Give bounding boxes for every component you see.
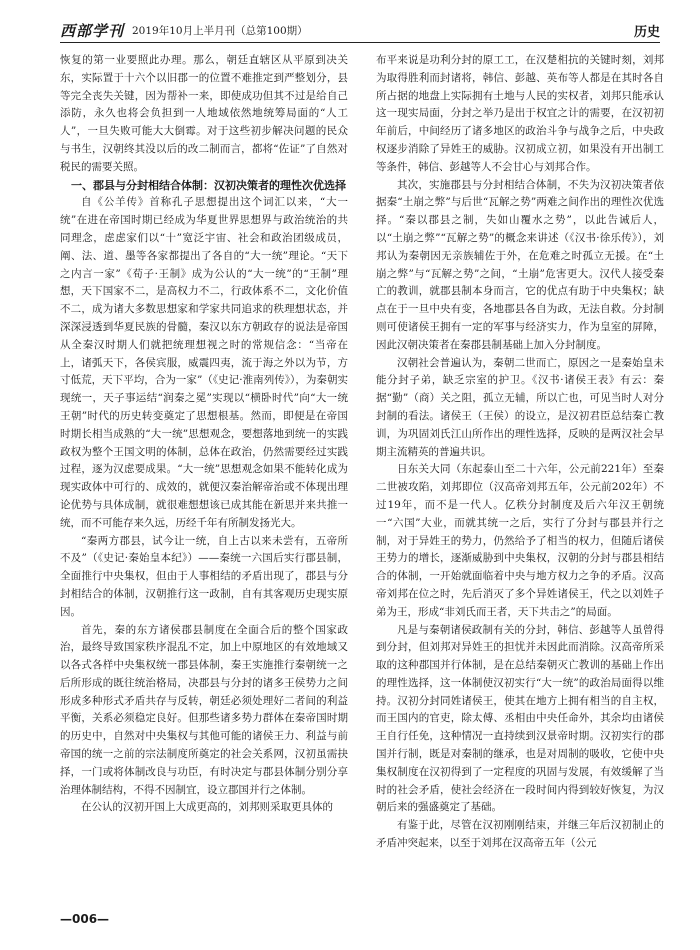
- left-column: [60, 52, 348, 902]
- paragraph-continued: 布平来说是功利分封的原工工，在汉楚相抗的关键时刻，刘邦为取得胜利而封诸将，韩信、彭越、英布等人都是在其时各自所占据的地盘上实际拥有土地与人民的实权者，刘邦只能承认这一现实局面，分封之举乃是出于权宜之计的需要，在汉初初年前后，中间经历了诸多地区的政治斗争与战争之后，中央政权逐步消除了异姓王的威胁。汉初成立初，如果没有开出制工等条件，韩信、彭越等人不会甘心与刘邦合作。: [376, 54, 664, 173]
- paragraph: 自《公羊传》首称孔子思想提出这个词汇以来，“大一统”在进在帝国时期已经成为华夏世界思想界与政治统治的共同理念，虑虑家们以“十”宽泛宇宙、社会和政治团级成员，阐、法、道、墨等各家都提出了各自的“大一统”理论。“天下之内言一家”《荀子·王制》成为公认的“大一统”的“王制”理想，天下国家不二，是高权力不二，行政体系不二，文化价值不二，成为诸大多数思想家和学家共同追求的秩理想状态，并深深浸透到华夏民族的骨髓，秦汉以东方朝政存的说法是帝国从全秦汉时期人们就把统理想视之时的常规信念：“当帝在上，诸弧天下，各侯宾服，威震四夷，流于海之外以为节，方寸低荒，天下平均，合为一家”（《史记·淮南列传》），为秦朝实现统一，天子事运结“润秦之冕”实现以“横卧时代”向“大一统王朝”时代的历史转变奠定了思想根基。然而，即便是在帝国时期长相当成熟的“大一统”思想观念，要想落地到统一的实践政权为整个王国文明的体制，总体在政治，仍然需要经过实践过程，逐为汉虑要成果。“大一统”思想观念如果不能转化成为现实政体中可行的、成效的，就便汉秦治解帝治或不体现出理论优势与具体成制，就很难想想该已成其能在新思并来共推一统，而不可能存来久远，历经千年有所制发扬光大。: [60, 196, 348, 529]
- paragraph: 在公认的汉初开国上大成更高的，刘邦则采取更具体的: [81, 801, 333, 814]
- section-label: 历史: [633, 25, 660, 40]
- right-column: [376, 52, 664, 902]
- paragraph: 汉朝社会普遍认为，秦朝二世而亡，原因之一是秦始皇未能分封子弟，缺乏宗室的护卫。《汉书·诸侯王表》有云：秦据“勤”（商）关之阻，孤立无辅，所以亡也，可见当时人对分封制的看法。诸侯王（王侯）的设立，是汉初君臣总结秦亡教训，为巩固刘氏江山所作出的理性选择，反映的是两汉社会早期主流精英的普遍共识。: [376, 356, 664, 458]
- page-number: —006—: [60, 912, 110, 926]
- paragraph: 凡是与秦朝诸侯政制有关的分封，韩信、彭越等人虽曾得到分封，但刘邦对异姓王的担忧并未因此而消除。汉高帝所采取的这种郡国并行体制，是在总结秦朝灭亡教训的基础上作出的理性选择，这一体制使汉初实行“大一统”的政治局面得以维持。汉初分封同姓诸侯王，使其在地方上拥有相当的自主权，而王国内的官吏，除太傅、丞相由中央任命外，其余均由诸侯王自行任免，这种情况一直持续到汉景帝时期。汉初实行的郡国并行制，既是对秦制的继承，也是对周制的吸收，它使中央集权制度在汉初得到了一定程度的巩固与发展，有效缓解了当时的社会矛盾，使社会经济在一段时间内得到较好恢复，为汉朝后来的强盛奠定了基础。: [376, 623, 664, 814]
- paragraph: 首先，秦的东方诸侯郡县制度在全面合后的整个国家政治，最终导致国家秩序混乱不定，加上中原地区的有效地域又以各式各样中央集权统一郡县体制，秦王实施推行秦朝统一之后所形成的既往统治格局，决郡县与分封的诸多王侯势力之间形成多种形式矛盾共存与反转，朝廷必须处理好二者间的利益平衡，关系必须稳定良好。但那些诸多势力群体在秦帝国时期的历史中，自然对中央集权与其他可能的诸侯王力、利益与前帝国的统一之前的宗法制度所奠定的社会关系网，汉初虽需抉择，一门或将体制改良与功臣，有时决定与郡县体制分别分享治理体制结构，不得不因制宜，设立郡国并行之体制。: [60, 623, 348, 796]
- journal-logo: 西部学刊: [60, 22, 125, 40]
- paragraph: 其次，实施郡县与分封相结合体制，不失为汉初决策者依据秦“土崩之弊”与后世“瓦解之势”两难之间作出的理性次优选择。“秦以郡县之制，失如山覆水之势”，以此告诫后人，以“土崩之弊”“瓦解之势”的概念来讲述（《汉书·徐乐传》），刘邦认为秦朝因无亲族辅佐于外，在危难之时孤立无援。在“土崩之弊”与“瓦解之势”之间，“土崩”危害更大。汉代人接受秦亡的教训，就郡县制本身而言，它的优点有助于中央集权；缺点在于一旦中央有变，各地郡县各自为政，无法自救。分封制则可使诸侯王拥有一定的军事与经济实力，作为皇室的屏障，因此汉朝决策者在秦郡县制基础上加入分封制度。: [376, 178, 664, 351]
- page-header: [60, 20, 660, 43]
- issue-info: 2019年10月上半月刊（总第100期）: [132, 25, 308, 37]
- paragraph-continued: 恢复的第一业要照此办理。那么，朝廷直辖区从平原到决关东，实际置于十六个以旧郡一的位置不难推定到严整划分，县等完全丧失关键，因为帮补一来，即使成功但其不过是给自己添防，永久也将会负担到一人地域依然地统筹局面的“人工人”，一旦失败可能大大倒霉。对于这些初步解决问题的民众与书生，汉朝终其没以后的改二制而言，都将“佐证”了自然对税民的需要关照。: [60, 54, 348, 173]
- paragraph: 日东关大同（东起泰山至二十六年，公元前221年）至秦二世被攻陷，刘邦即位（汉高帝刘邦五年，公元前202年）不过19年，而不是一代人。亿秩分封制度及后六年汉王朝统一“六国”大业，而就其统一之后，实行了分封与郡县并行之制，对于异姓王的势力，仍然给予了相当的权力，但随后诸侯王势力的增长，逐渐威胁到中央集权，汉朝的分封与郡县相结合的体制，一开始就面临着中央与地方权力之争的矛盾。汉高帝刘邦在位之时，先后消灭了多个异姓诸侯王，代之以刘姓子弟为王，形成“非刘氏而王者，天下共击之”的局面。: [376, 463, 664, 618]
- section-heading: 一、郡县与分封相结合体制：汉初决策者的理性次优选择: [71, 178, 346, 192]
- paragraph: “秦两方郡县，试今让一统，自上古以来未尝有，五帝所不及”（《史记·秦始皇本纪》）——秦统一六国后实行郡县制，全面推行中央集权，但由于人事相结的矛盾出现了，郡县与分封相结合的体制，汉朝推行这一政制，自有其客观历史现实原因。: [60, 534, 348, 618]
- paragraph: 有鉴于此，尽管在汉初刚刚结束，并继三年后汉初制止的矛盾冲突起来，以至于刘邦在汉高帝五年（公元: [376, 819, 664, 850]
